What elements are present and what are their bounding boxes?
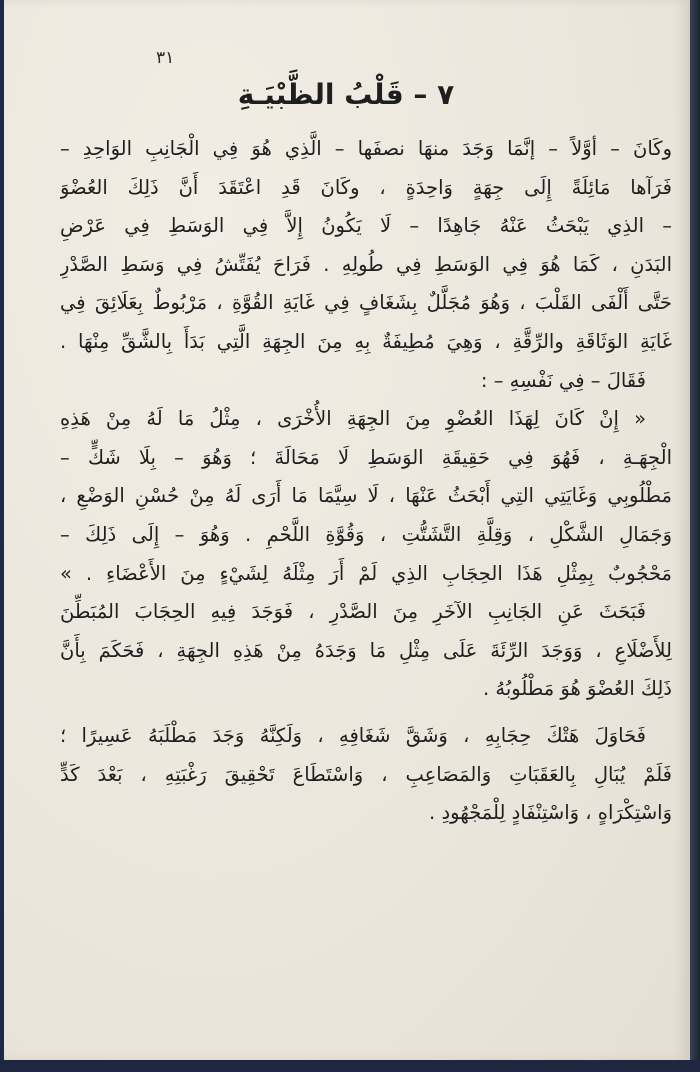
text-line: فَحَاوَلَ هَتْكَ حِجَابِهِ ، وَشَقَّ شَغَافِهِ ، وَلَكِنَّهُ وَجَدَ مَطْلَبَهُ عَسِيرًا ؛ xyxy=(60,723,646,747)
text-line: وَاسْتِكْرَاهٍ ، وَاسْتِنْفَادٍ لِلْمَجْهُودِ . xyxy=(429,801,672,825)
text-line: فَلَمْ يُبَالِ بِالعَقَبَاتِ وَالمَصَاعِبِ ، وَاسْتَطَاعَ تَحْقِيقَ رَغْبَتِهِ ، بَعْدَ كَدٍّ xyxy=(60,762,672,786)
text-line: فَرَآها مَائِلَةً إِلَى جِهَةٍ وَاحِدَةٍ ، وكَانَ قَدِ اعْتَقَدَ أَنَّ ذَلِكَ العُضْوَ xyxy=(60,175,672,199)
paragraph-gap xyxy=(60,709,672,717)
text-line: لِلأَضْلَاعِ ، وَوَجَدَ الرِّئَةَ عَلَى مِثْلِ مَا وَجَدَهُ مِنْ هَذِهِ الجِهَةِ ، فَحَكَمَ بِأَنَّ xyxy=(60,638,672,662)
text-line: وَجَمَالِ الشَّكْلِ ، وَقِلَّةِ التَّشَتُّتِ ، وَقُوَّةِ اللَّحْمِ . وَهُوَ – إِلَى ذَلِكَ – xyxy=(60,522,672,546)
body-text xyxy=(60,130,672,833)
text-line: وكَانَ – أوَّلاً – إنَّمَا وَجَدَ منهَا نصفَها – الَّذِي هُوَ فِي الْجَانِبِ الوَاحِدِ – xyxy=(60,137,672,160)
text-line: فَقَالَ – فِي نَفْسِهِ – : xyxy=(480,368,646,392)
book-page xyxy=(4,0,690,1060)
page-number: ٣١ xyxy=(156,48,175,68)
text-line: حَتَّى أَلْفَى القَلْبَ ، وَهُوَ مُجَلَّلٌ بِشَغَافٍ فِي غَايَةِ القُوَّةِ ، مَرْبُوطٌ بِعَلَائِقَ فِي xyxy=(60,291,672,315)
text-line: فَبَحَثَ عَنِ الجَانِبِ الآخَرِ مِنَ الصَّدْرِ ، فَوَجَدَ فِيهِ الحِجَابَ المُبَطِّنَ xyxy=(60,600,646,624)
text-line: مَحْجُوبٌ بِمِثْلِ هَذَا الحِجَابِ الذِي لَمْ أَرَ مِثْلَهُ لِشَيْءٍ مِنَ الأَعْضَاءِ . » xyxy=(60,561,672,585)
text-line: – الذِي يَبْحَثُ عَنْهُ جَاهِدًا – لَا يَكُونُ إِلاَّ فِي الوَسَطِ فِي عَرْضِ xyxy=(60,214,672,238)
book-binding-edge xyxy=(690,0,700,1072)
chapter-title: ٧ – قَلْبُ الظَّبْيَـةِ xyxy=(237,78,455,111)
text-line: ذَلِكَ العُضْوَ هُوَ مَطْلُوبُهُ . xyxy=(482,677,672,701)
text-line: الْجِهَـةِ ، فَهُوَ فِي حَقِيقَةِ الوَسَطِ لَا مَحَالَةَ ؛ وَهُوَ – بِلَا شَكٍّ – xyxy=(60,445,672,469)
text-line: غَايَةِ الوَثَاقَةِ والرِّقَّةِ ، وَهِيَ مُطِيفَةٌ بِهِ مِنَ الجِهَةِ الَّتِي بَدَأَ بِالشَّقِّ مِنْهَا . xyxy=(60,329,672,353)
text-line: « إِنْ كَانَ لِهَذَا العُضْوِ مِنَ الجِهَةِ الأُخْرَى ، مِثْلُ مَا لَهُ مِنْ هَذِهِ xyxy=(60,407,646,431)
text-line: البَدَنِ ، كَمَا هُوَ فِي الوَسَطِ فِي طُولِهِ . فَرَاحَ يُفَتِّشُ فِي وَسَطِ الصَّدْرِ xyxy=(60,252,672,276)
scan-bottom-edge xyxy=(0,1060,700,1072)
text-line: مَطْلُوبِي وَغَايَتِي التِي أَبْحَثُ عَنْهَا ، لَا سِيَّمَا مَا أَرَى لَهُ مِنْ حُسْنِ الوَضْعِ ، xyxy=(60,484,672,508)
